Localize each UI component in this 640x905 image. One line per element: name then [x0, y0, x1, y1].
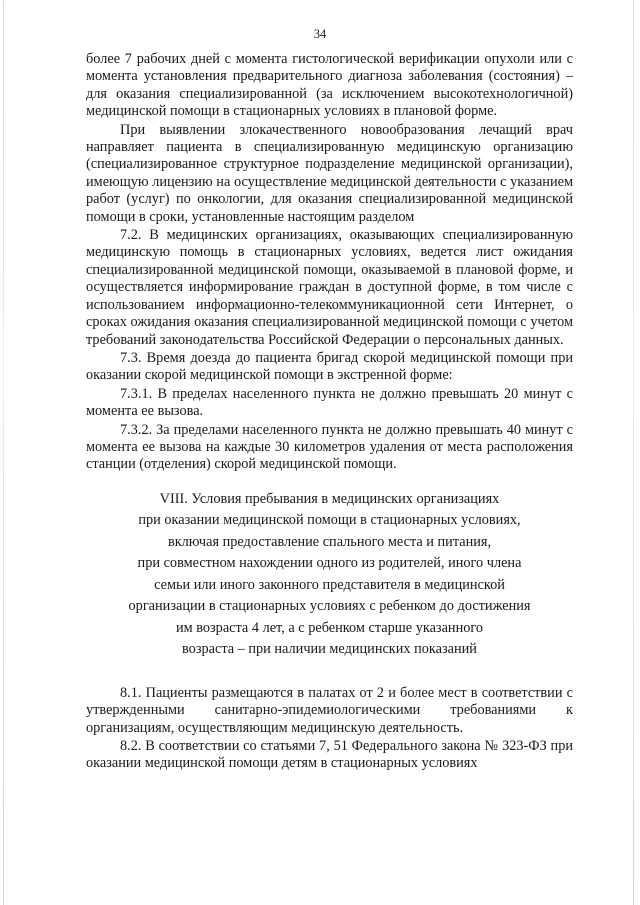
page-number: 34 [313, 27, 327, 41]
heading-line: возраста – при наличии медицинских показаний [182, 641, 477, 658]
paragraph: более 7 рабочих дней с момента гистологической верификации опухоли или с момента установления предварительного диагноза заболевания (состояния) – для оказания специализированной (за исключением высокотехнологичной) медицинской помощи в стационарных условиях в плановой форме. [86, 51, 573, 120]
paragraph-8-1: 8.1. Пациенты размещаются в палатах от 2 и более мест в соответствии с утвержденными санитарно-эпидемиологическими требованиями к организациям, осуществляющим медицинскую деятельность. [86, 684, 573, 736]
heading-line: семьи или иного законного представителя в медицинской [154, 576, 505, 593]
heading-line: VIII. Условия пребывания в медицинских организациях [159, 490, 500, 507]
paragraph-7-2: 7.2. В медицинских организациях, оказывающих специализированную медицинскую помощь в стационарных условиях, ведется лист ожидания специализированной медицинской помощи, оказываемой в плановой форме, и осуществляется информирование граждан в доступной форме, в том числе с использованием информационно-телекоммуникационной сети Интернет, о сроках ожидания оказания специализированной медицинской помощи с учетом требований законодательства Российской Федерации о персональных данных. [86, 227, 573, 348]
paragraph-7-3: 7.3. Время доезда до пациента бригад скорой медицинской помощи при оказании скорой медицинской помощи в экстренной форме: [86, 349, 573, 384]
heading-line: при совместном нахождении одного из родителей, иного члена [137, 555, 522, 572]
paragraph-8-2: 8.2. В соответствии со статьями 7, 51 Федерального закона № 323-ФЗ при оказании медицинской помощи детям в стационарных условиях [86, 737, 573, 772]
heading-line: включая предоставление спального места и питания, [167, 533, 492, 550]
paragraph-7-3-2: 7.3.2. За пределами населенного пункта не должно превышать 40 минут с момента ее вызова на каждые 30 километров удаления от места расположения станции (отделения) скорой медицинской помощи. [86, 421, 573, 473]
heading-line: при оказании медицинской помощи в стационарных условиях, [138, 512, 521, 529]
section-heading-viii [86, 489, 573, 661]
paragraph-7-3-1: 7.3.1. В пределах населенного пункта не должно превышать 20 минут с момента ее вызова. [86, 385, 573, 420]
paragraph: При выявлении злокачественного новообразования лечащий врач направляет пациента в специализированную медицинскую организацию (специализированное структурное подразделение медицинской организации), имеющую лицензию на осуществление медицинской деятельности с указанием работ (услуг) по онкологии, для оказания специализированной медицинской помощи в сроки, установленные настоящим разделом [86, 121, 573, 225]
scan-edge-left [3, 0, 4, 905]
heading-line: им возраста 4 лет, а с ребенком старше указанного [175, 619, 484, 636]
scan-edge-right [633, 0, 634, 905]
document-body [86, 51, 573, 773]
heading-line: организации в стационарных условиях с ребенком до достижения [128, 598, 531, 615]
